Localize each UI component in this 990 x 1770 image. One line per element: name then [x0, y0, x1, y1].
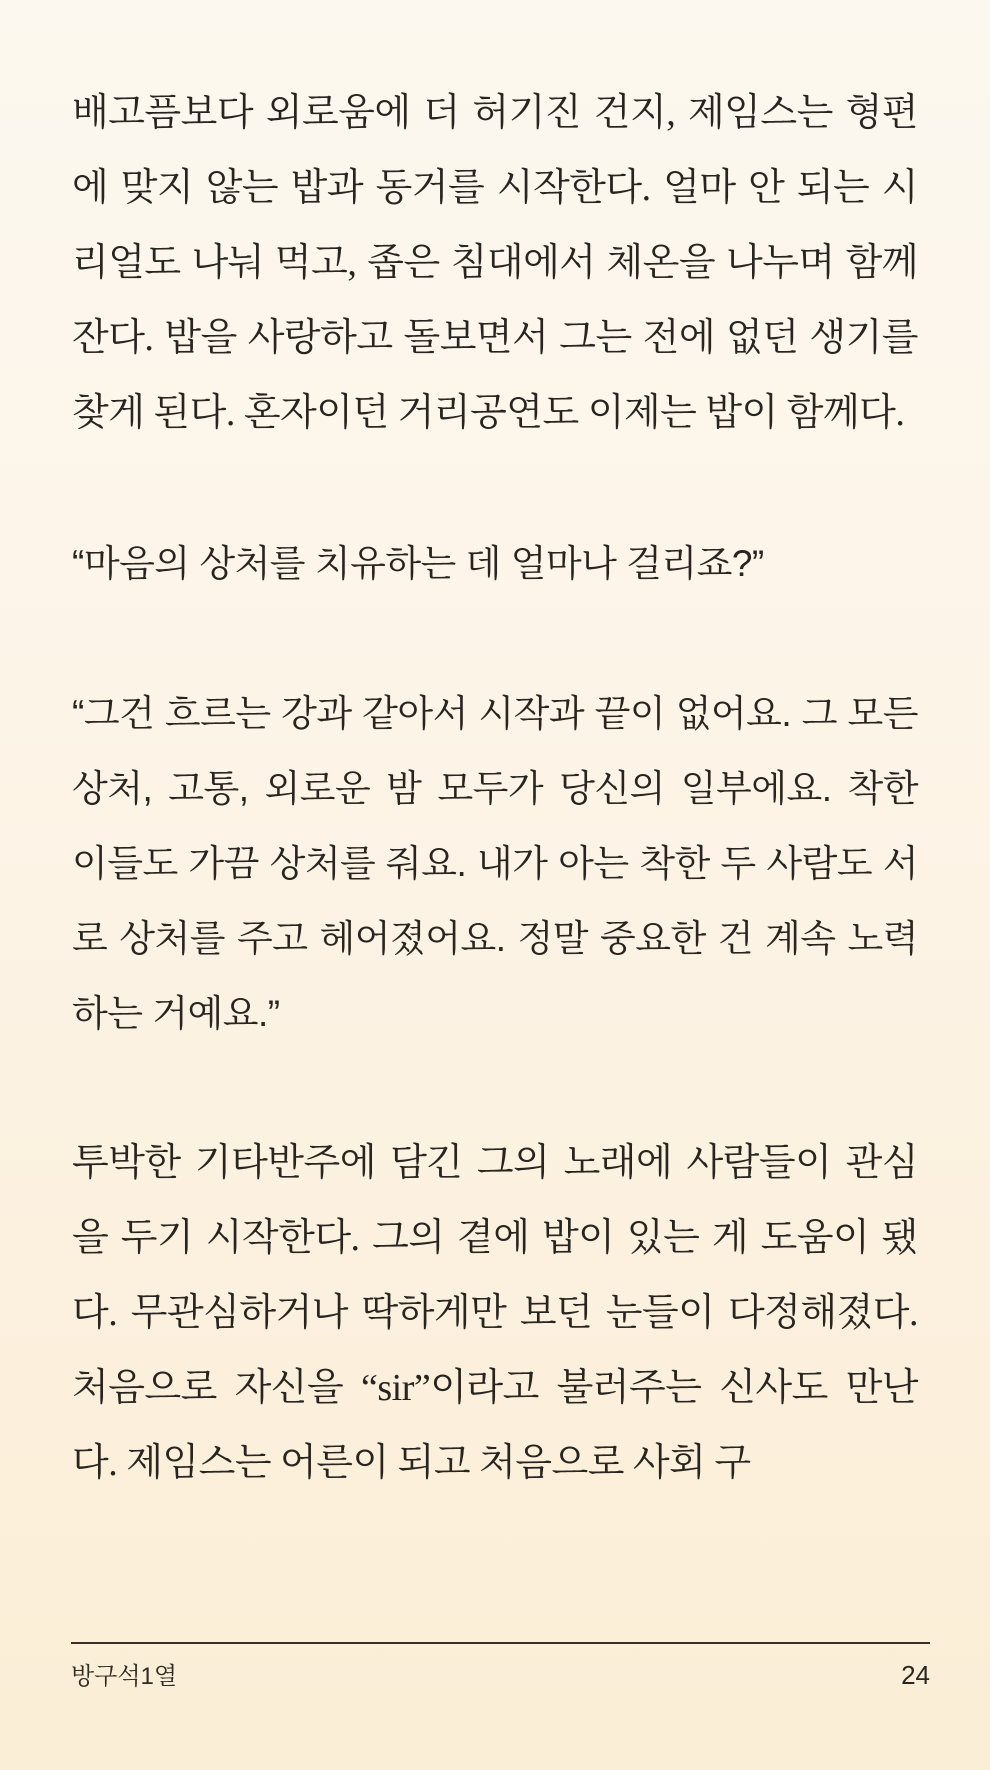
body-paragraph: 배고픔보다 외로움에 더 허기진 건지, 제임스는 형편에 맞지 않는 밥과 동거를 시작한다. 얼마 안 되는 시리얼도 나눠 먹고, 좁은 침대에서 체온을 나누며 함께 잔다. 밥을 사랑하고 돌보면서 그는 전에 없던 생기를 찾게 된다. 혼자이던 거리공연도 이제는 밥이 함께다. — [72, 92, 918, 434]
book-title: 방구석1열 — [71, 1663, 178, 1690]
footer-divider — [71, 1642, 930, 1644]
reader-text-area — [72, 76, 918, 1501]
body-paragraph: 투박한 기타반주에 담긴 그의 노래에 사람들이 관심을 두기 시작한다. 그의 곁에 밥이 있는 게 도움이 됐다. 무관심하거나 딱하게만 보던 눈들이 다정해졌다. 처음으로 자신을 “sir”이라고 불러주는 신사도 만난다. 제임스는 어른이 되고 처음으로 사회 구 — [72, 1142, 918, 1484]
dialogue-paragraph: “그건 흐르는 강과 같아서 시작과 끝이 없어요. 그 모든 상처, 고통, 외로운 밤 모두가 당신의 일부에요. 착한 이들도 가끔 상처를 줘요. 내가 아는 착한 두 사람도 서로 상처를 주고 헤어졌어요. 정말 중요한 건 계속 노력하는 거예요.” — [72, 693, 918, 1034]
dialogue-paragraph: “마음의 상처를 치유하는 데 얼마나 걸리죠?” — [72, 543, 764, 584]
footer-row — [71, 1660, 930, 1692]
page-number: 24 — [901, 1660, 930, 1690]
page-footer — [71, 1642, 930, 1692]
